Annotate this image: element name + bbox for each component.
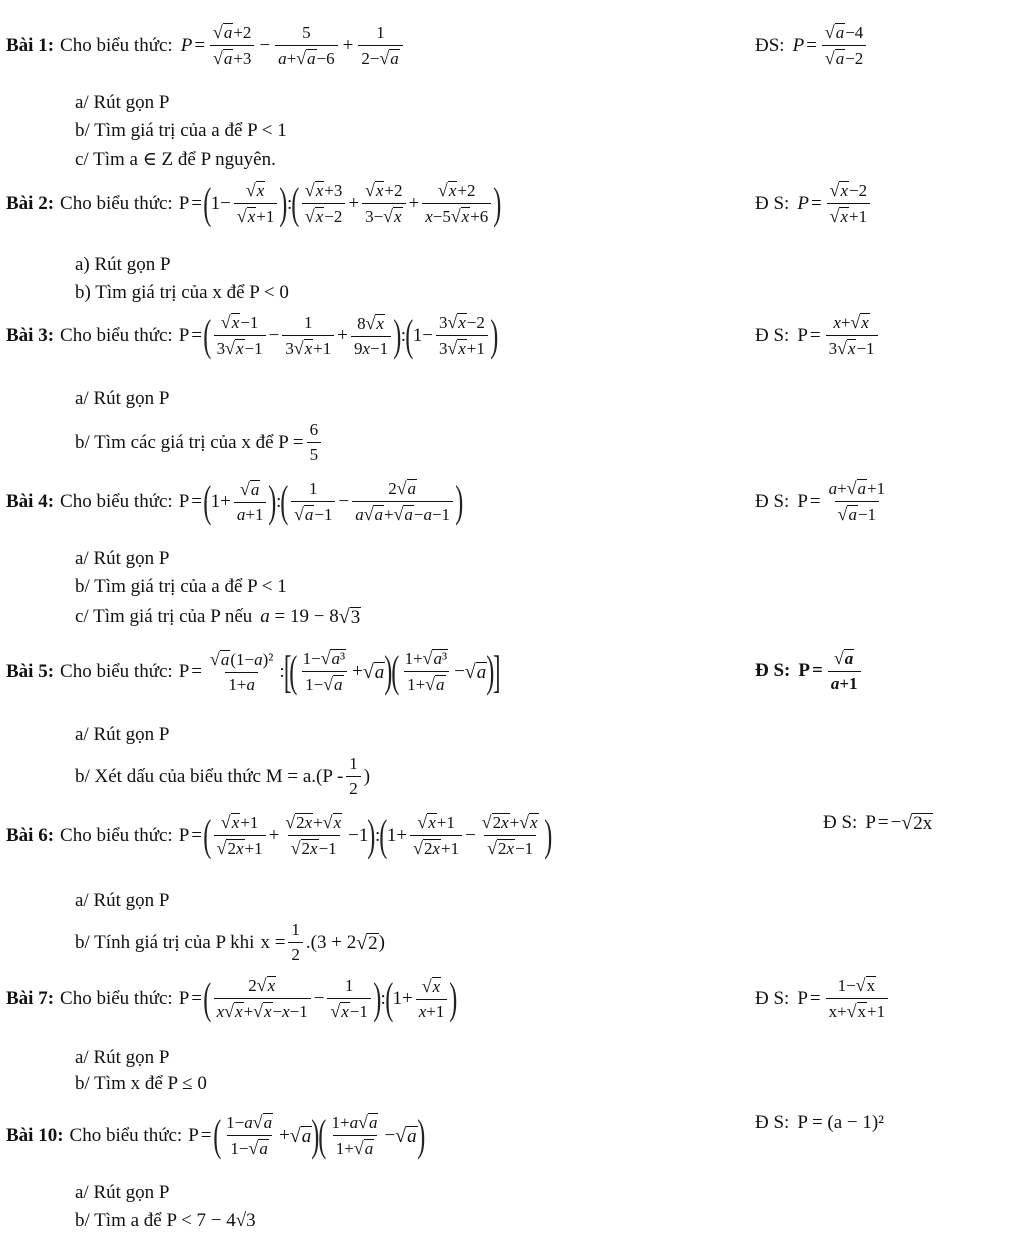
answer: Đ S: P = (a − 1)² bbox=[755, 1112, 884, 1133]
expression: P = ( 1− √ x √ x +1 ) : ( √ x +3 √ x −2 + √ x +2 3− √ x + √ x +2 x−5 √ x +6 ) bbox=[178, 178, 502, 228]
answer-label: Đ S: bbox=[755, 660, 791, 681]
problem-5 bbox=[0, 645, 1024, 808]
answer-label: Đ S: bbox=[823, 812, 858, 833]
answer-label: Đ S: bbox=[755, 987, 790, 1009]
problem-6-statement bbox=[6, 812, 551, 859]
problem-10-statement bbox=[6, 1112, 424, 1159]
sub-question: b/ Xét dấu của biểu thức M = a.(P - bbox=[75, 765, 344, 787]
problem-label: Bài 6: bbox=[6, 824, 55, 846]
sub-question: b/ Tính giá trị của P khi bbox=[75, 931, 255, 953]
problem-1 bbox=[0, 22, 1024, 202]
sub-question: a/ Rút gọn P bbox=[75, 1182, 170, 1203]
sub-question: c/ Tìm a ∈ Z để P nguyên. bbox=[75, 149, 276, 170]
answer: ĐS: P = √ a −4 √ a −2 bbox=[755, 22, 869, 69]
problem-10 bbox=[0, 1112, 1024, 1252]
problem-label: Bài 1: bbox=[6, 34, 55, 56]
problem-label: Bài 3: bbox=[6, 324, 55, 346]
problem-label: Bài 7: bbox=[6, 987, 55, 1009]
sub-question: a/ Rút gọn P bbox=[75, 548, 170, 569]
problem-intro: Cho biểu thức: bbox=[60, 324, 173, 346]
sub-question: a/ Rút gọn P bbox=[75, 724, 170, 745]
problem-label: Bài 2: bbox=[6, 192, 55, 214]
sub-question-with-formula: c/ Tìm giá trị của P nếu a = 19 − 8 √ 3 bbox=[75, 606, 361, 629]
sub-question: a/ Rút gọn P bbox=[75, 1047, 170, 1068]
sub-question: b/ Tìm x để P ≤ 0 bbox=[75, 1073, 207, 1094]
answer-label: Đ S: bbox=[755, 324, 790, 346]
answer: Đ S: P = √ x −2 √ x +1 bbox=[755, 180, 873, 227]
answer-label: ĐS: bbox=[755, 34, 785, 56]
expression: P = ( 1+ √ a a+1 ) : ( 1 √ a −1 − 2 √ a a √ a + √ a −a−1 ) bbox=[178, 476, 464, 526]
expression: P = ( √ x +1 √ 2x +1 + √ 2x + √ x √ 2x −1 −1 ) : ( 1+ √ x +1 √ 2x +1 − √ 2x + √ x √ 2x −1 ) bbox=[178, 810, 552, 860]
answer-label: Đ S: bbox=[755, 490, 790, 512]
expression: P = √ a +2 √ a +3 − 5 a+ √ a −6 + 1 2− √ a bbox=[181, 22, 406, 69]
problem-1-statement bbox=[6, 22, 406, 69]
expression: P = ( 2 √ x x √ x + √ x −x−1 − 1 √ x −1 ) : ( 1+ √ x x+1 ) bbox=[178, 973, 458, 1023]
sub-question: b/ Tìm giá trị của a để P < 1 bbox=[75, 120, 287, 141]
sub-question-with-formula: b/ Tính giá trị của P khi x = $\frac{1}{2}$ .(3 + 2 √ 2 ) bbox=[75, 920, 385, 964]
problem-intro: Cho biểu thức: bbox=[60, 660, 173, 682]
sub-question: a) Rút gọn P bbox=[75, 254, 171, 275]
problem-intro: Cho biểu thức: bbox=[60, 490, 173, 512]
problem-3-statement bbox=[6, 312, 498, 359]
answer: Đ S: P = − √ 2x bbox=[823, 812, 933, 835]
expression: P = ( 1−a √ a 1− √ a + √ a ) ( 1+a √ a 1+ √ a − √ a ) bbox=[188, 1110, 425, 1160]
problem-5-statement bbox=[6, 645, 501, 697]
sub-question: b/ Tìm giá trị của a để P < 1 bbox=[75, 576, 287, 597]
problem-intro: Cho biểu thức: bbox=[60, 34, 173, 56]
sub-question: a/ Rút gọn P bbox=[75, 92, 170, 113]
problem-intro: Cho biểu thức: bbox=[60, 987, 173, 1009]
problem-label: Bài 10: bbox=[6, 1124, 64, 1146]
problem-4-statement bbox=[6, 478, 463, 525]
problem-intro: Cho biểu thức: bbox=[60, 192, 173, 214]
sub-question: b/ Tìm a để P < 7 − 4√3 bbox=[75, 1210, 256, 1231]
problem-label: Bài 4: bbox=[6, 490, 55, 512]
problem-6 bbox=[0, 812, 1024, 972]
problem-7 bbox=[0, 975, 1024, 1105]
sub-question-with-fraction: b/ Xét dấu của biểu thức M = a.(P - $\frac{1}{2}$ ) bbox=[75, 754, 371, 798]
answer-label: Đ S: bbox=[755, 192, 790, 214]
answer: Đ S: P = x+ √ x 3 √ x −1 bbox=[755, 312, 881, 359]
answer-label: Đ S: bbox=[755, 1112, 790, 1133]
problem-intro: Cho biểu thức: bbox=[69, 1124, 183, 1146]
sub-question-with-fraction: b/ Tìm các giá trị của x để P = $\frac{6}{5}$ bbox=[75, 420, 324, 465]
problem-2 bbox=[0, 180, 1024, 310]
sub-question: b) Tìm giá trị của x để P < 0 bbox=[75, 282, 289, 303]
sub-question: b/ Tìm các giá trị của x để P = bbox=[75, 431, 304, 453]
answer: Đ S: P = √ a a+1 bbox=[755, 648, 864, 694]
sub-question: a/ Rút gọn P bbox=[75, 388, 170, 409]
sub-question: a/ Rút gọn P bbox=[75, 890, 170, 911]
expression: P = √ a (1−a)² 1+a : [ ( 1− √ a³ 1− √ a + √ a ) ( 1+ √ a³ 1+ √ a − √ a ) ] bbox=[178, 645, 501, 697]
answer: Đ S: P = 1− √ x x+ √ x +1 bbox=[755, 975, 891, 1022]
problem-intro: Cho biểu thức: bbox=[60, 824, 173, 846]
problem-4 bbox=[0, 478, 1024, 648]
problem-7-statement bbox=[6, 975, 457, 1022]
expression: P = ( √ x −1 3 √ x −1 − 1 3 √ x +1 + 8 √ x 9x−1 ) : ( 1− 3 √ x −2 3 √ x +1 ) bbox=[178, 310, 499, 360]
problem-3 bbox=[0, 312, 1024, 462]
problem-2-statement bbox=[6, 180, 501, 227]
problem-label: Bài 5: bbox=[6, 660, 55, 682]
answer: Đ S: P = a+ √ a +1 √ a −1 bbox=[755, 478, 886, 524]
sub-question: c/ Tìm giá trị của P nếu bbox=[75, 606, 253, 627]
